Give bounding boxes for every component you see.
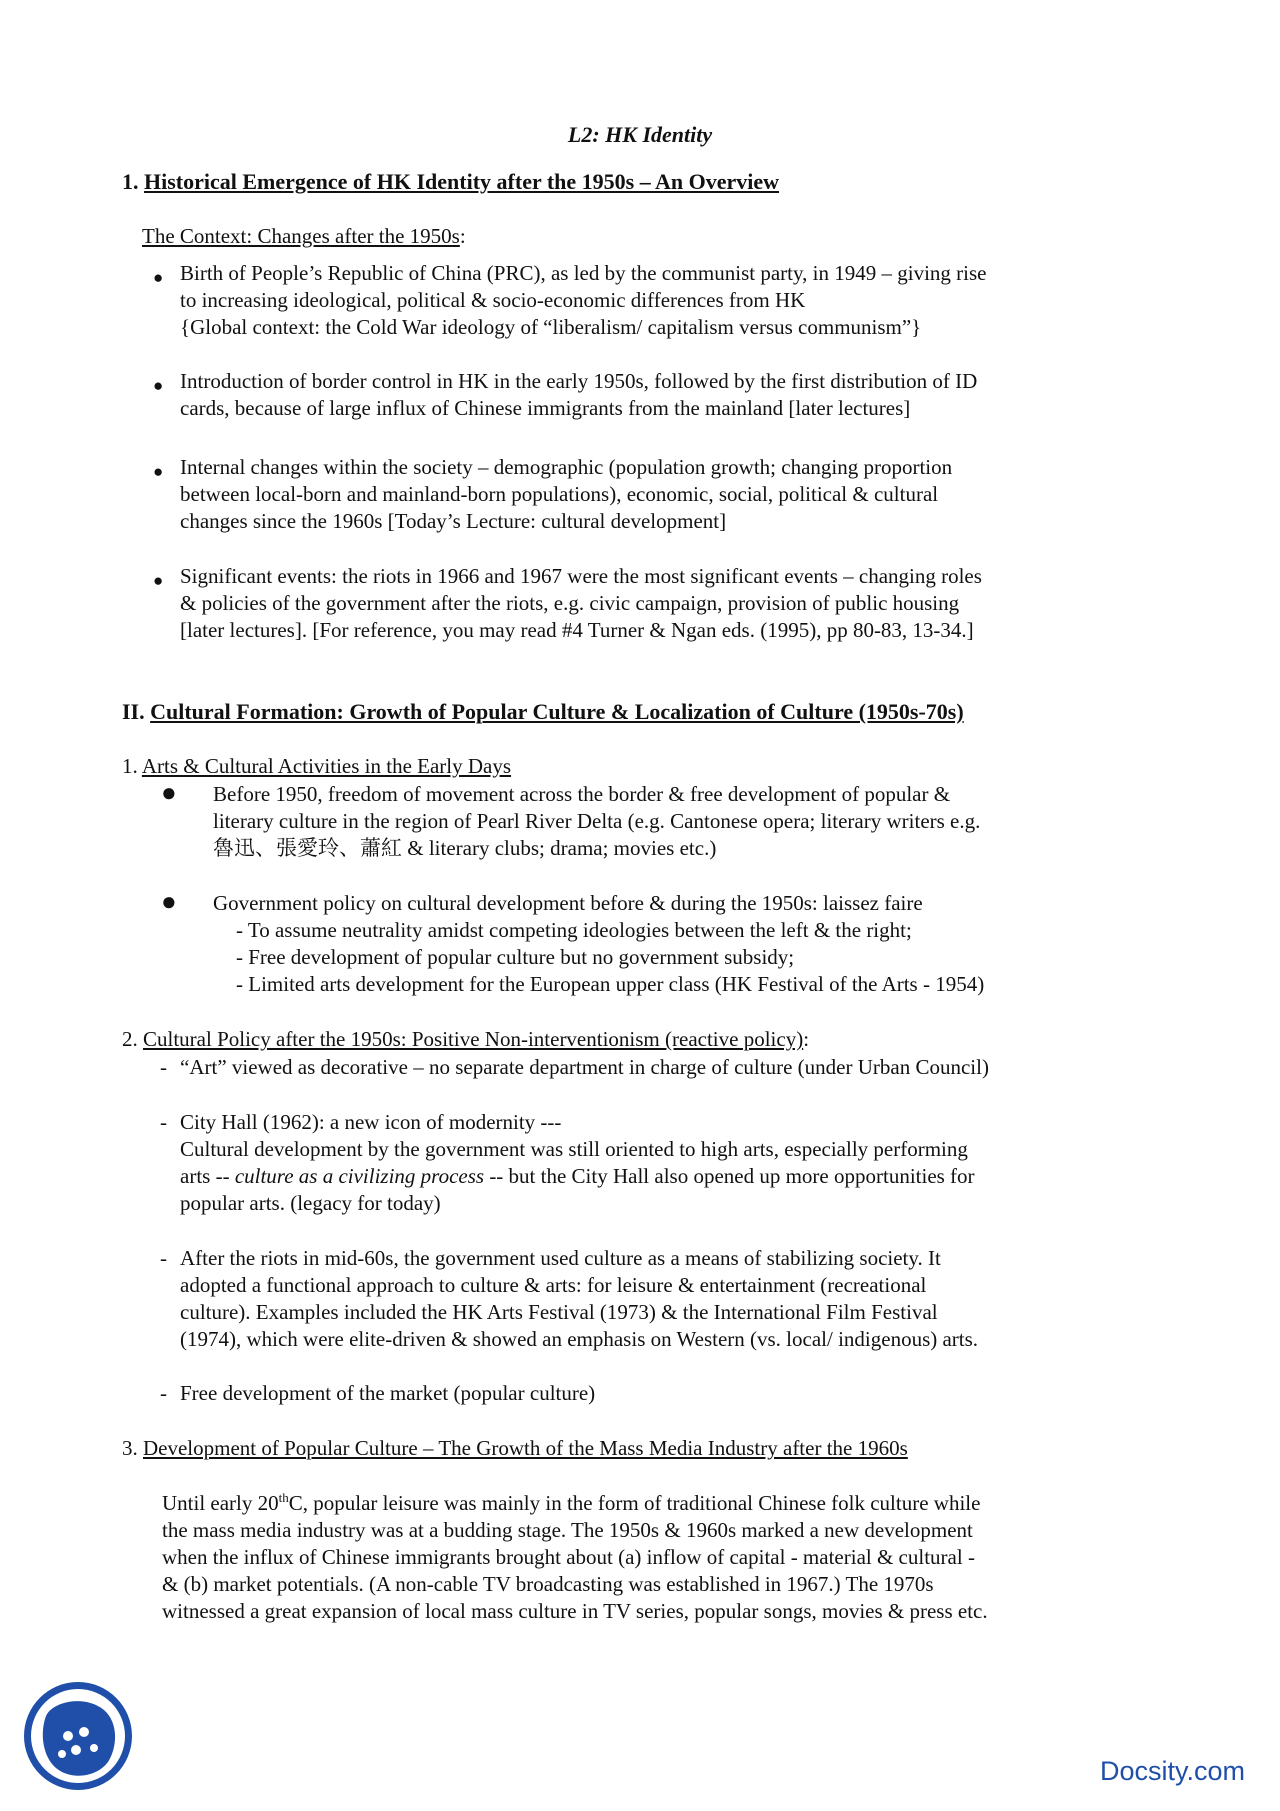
section-2-heading bbox=[122, 698, 964, 725]
list-item bbox=[180, 563, 1102, 644]
subsection-1-title: Arts & Cultural Activities in the Early Days bbox=[141, 754, 512, 778]
docsity-brand-link[interactable]: Docsity.com bbox=[1100, 1756, 1246, 1786]
dash-item: - Free development of popular culture but no government subsidy; bbox=[236, 945, 795, 969]
list-item bbox=[180, 454, 1102, 535]
subsection-2-heading bbox=[122, 1026, 809, 1053]
bullet-4-line-3: [later lectures]. [For reference, you may read #4 Turner & Ngan eds. (1995), pp 80-83, 13-34.] bbox=[180, 618, 974, 642]
bullet-icon: ● bbox=[153, 462, 164, 481]
list-item bbox=[213, 781, 1103, 862]
context-colon: : bbox=[459, 224, 466, 248]
riots-line-3: culture). Examples included the HK Arts Festival (1973) & the International Film Festival bbox=[180, 1300, 938, 1324]
docsity-logo-icon[interactable] bbox=[22, 1680, 134, 1792]
bullet-1-line-3: {Global context: the Cold War ideology of “liberalism/ capitalism versus communism”} bbox=[180, 315, 922, 339]
city-hall-line-4: popular arts. (legacy for today) bbox=[180, 1191, 441, 1215]
subsection-1-heading bbox=[122, 753, 511, 780]
list-item bbox=[180, 368, 1102, 422]
bullet-2-line-2: cards, because of large influx of Chinese immigrants from the mainland [later lectures] bbox=[180, 396, 911, 420]
section-2-number: II. bbox=[122, 699, 145, 724]
city-hall-line-2: Cultural development by the government was still oriented to high arts, especially performing bbox=[180, 1137, 968, 1161]
page-title: L2: HK Identity bbox=[567, 122, 713, 147]
list-item bbox=[180, 1109, 1102, 1217]
policy-dash-list bbox=[236, 917, 1103, 998]
bullet-icon: ● bbox=[161, 778, 177, 807]
list-item bbox=[180, 1054, 1102, 1081]
list-item bbox=[180, 1245, 1102, 1353]
dash-marker: - bbox=[160, 1381, 167, 1405]
art-decorative: “Art” viewed as decorative – no separate department in charge of culture (under Urban Council) bbox=[180, 1055, 989, 1079]
section-1-title: Historical Emergence of HK Identity after the 1950s – An Overview bbox=[144, 169, 780, 194]
section-1-heading bbox=[122, 168, 779, 195]
city-hall-emphasis: culture as a civilizing process bbox=[234, 1164, 485, 1188]
paragraph-line: witnessed a great expansion of local mass culture in TV series, popular songs, movies & press etc. bbox=[162, 1599, 988, 1623]
bullet-icon: ● bbox=[153, 571, 164, 590]
section-1-number: 1. bbox=[122, 169, 139, 194]
paragraph-text: Until early 20 bbox=[162, 1491, 279, 1515]
subsection-2-number: 2. bbox=[122, 1027, 138, 1051]
list-item bbox=[213, 890, 1103, 917]
list-item bbox=[180, 260, 1102, 341]
early-days-line-3: 魯迅、張愛玲、蕭紅 & literary clubs; drama; movies etc.) bbox=[213, 836, 717, 860]
context-label bbox=[142, 223, 466, 250]
subsection-2-title: Cultural Policy after the 1950s: Positive Non-interventionism (reactive policy) bbox=[143, 1027, 804, 1051]
policy-laissez-faire: Government policy on cultural development before & during the 1950s: laissez faire bbox=[213, 891, 923, 915]
riots-line-2: adopted a functional approach to culture & arts: for leisure & entertainment (recreational bbox=[180, 1273, 927, 1297]
city-hall-text: -- but the City Hall also opened up more opportunities for bbox=[484, 1164, 975, 1188]
bullet-4-line-1: Significant events: the riots in 1966 and 1967 were the most significant events – changing roles bbox=[180, 564, 982, 588]
early-days-line-1: Before 1950, freedom of movement across the border & free development of popular & bbox=[213, 782, 951, 806]
early-days-line-2: literary culture in the region of Pearl River Delta (e.g. Cantonese opera; literary writers e.g. bbox=[213, 809, 981, 833]
city-hall-line-3 bbox=[180, 1163, 1102, 1190]
subsection-3-title: Development of Popular Culture – The Growth of the Mass Media Industry after the 1960s bbox=[143, 1436, 908, 1460]
subsection-3-heading bbox=[122, 1435, 908, 1462]
dash-marker: - bbox=[160, 1110, 167, 1134]
subsection-3-number: 3. bbox=[122, 1436, 138, 1460]
riots-line-4: (1974), which were elite-driven & showed an emphasis on Western (vs. local/ indigenous) arts. bbox=[180, 1327, 979, 1351]
city-hall-text: arts -- bbox=[180, 1164, 235, 1188]
dash-item: - Limited arts development for the European upper class (HK Festival of the Arts - 1954) bbox=[236, 972, 985, 996]
bullet-1-line-1: Birth of People’s Republic of China (PRC), as led by the communist party, in 1949 – giving rise bbox=[180, 261, 987, 285]
mass-media-paragraph bbox=[162, 1490, 1102, 1625]
dash-item: - To assume neutrality amidst competing ideologies between the left & the right; bbox=[236, 918, 912, 942]
list-item bbox=[180, 1380, 1102, 1407]
paragraph-line: & (b) market potentials. (A non-cable TV broadcasting was established in 1967.) The 1970s bbox=[162, 1572, 934, 1596]
paragraph-line: the mass media industry was at a budding stage. The 1950s & 1960s marked a new development bbox=[162, 1518, 973, 1542]
dash-marker: - bbox=[160, 1246, 167, 1270]
superscript: th bbox=[278, 1490, 289, 1505]
free-market: Free development of the market (popular culture) bbox=[180, 1381, 596, 1405]
paragraph-line bbox=[162, 1490, 1102, 1517]
bullet-icon: ● bbox=[153, 268, 164, 287]
bullet-icon: ● bbox=[153, 376, 164, 395]
riots-line-1: After the riots in mid-60s, the government used culture as a means of stabilizing society. It bbox=[180, 1246, 941, 1270]
paragraph-line: when the influx of Chinese immigrants brought about (a) inflow of capital - material & cultural - bbox=[162, 1545, 975, 1569]
bullet-3-line-3: changes since the 1960s [Today’s Lecture: cultural development] bbox=[180, 509, 727, 533]
bullet-3-line-2: between local-born and mainland-born populations), economic, social, political & cultural bbox=[180, 482, 939, 506]
subsection-1-number: 1. bbox=[122, 754, 138, 778]
bullet-3-line-1: Internal changes within the society – demographic (population growth; changing proportion bbox=[180, 455, 953, 479]
bullet-4-line-2: & policies of the government after the riots, e.g. civic campaign, provision of public housing bbox=[180, 591, 960, 615]
bullet-icon: ● bbox=[161, 887, 177, 916]
city-hall-line-1: City Hall (1962): a new icon of modernity --- bbox=[180, 1110, 562, 1134]
context-label-text: The Context: Changes after the 1950s bbox=[142, 224, 460, 248]
bullet-2-line-1: Introduction of border control in HK in the early 1950s, followed by the first distribution of ID bbox=[180, 369, 978, 393]
dash-marker: - bbox=[160, 1055, 167, 1079]
subsection-2-colon: : bbox=[803, 1027, 810, 1051]
paragraph-text: C, popular leisure was mainly in the form of traditional Chinese folk culture while bbox=[288, 1491, 981, 1515]
section-2-title: Cultural Formation: Growth of Popular Culture & Localization of Culture (1950s-70s) bbox=[150, 699, 964, 724]
bullet-1-line-2: to increasing ideological, political & socio-economic differences from HK bbox=[180, 288, 806, 312]
